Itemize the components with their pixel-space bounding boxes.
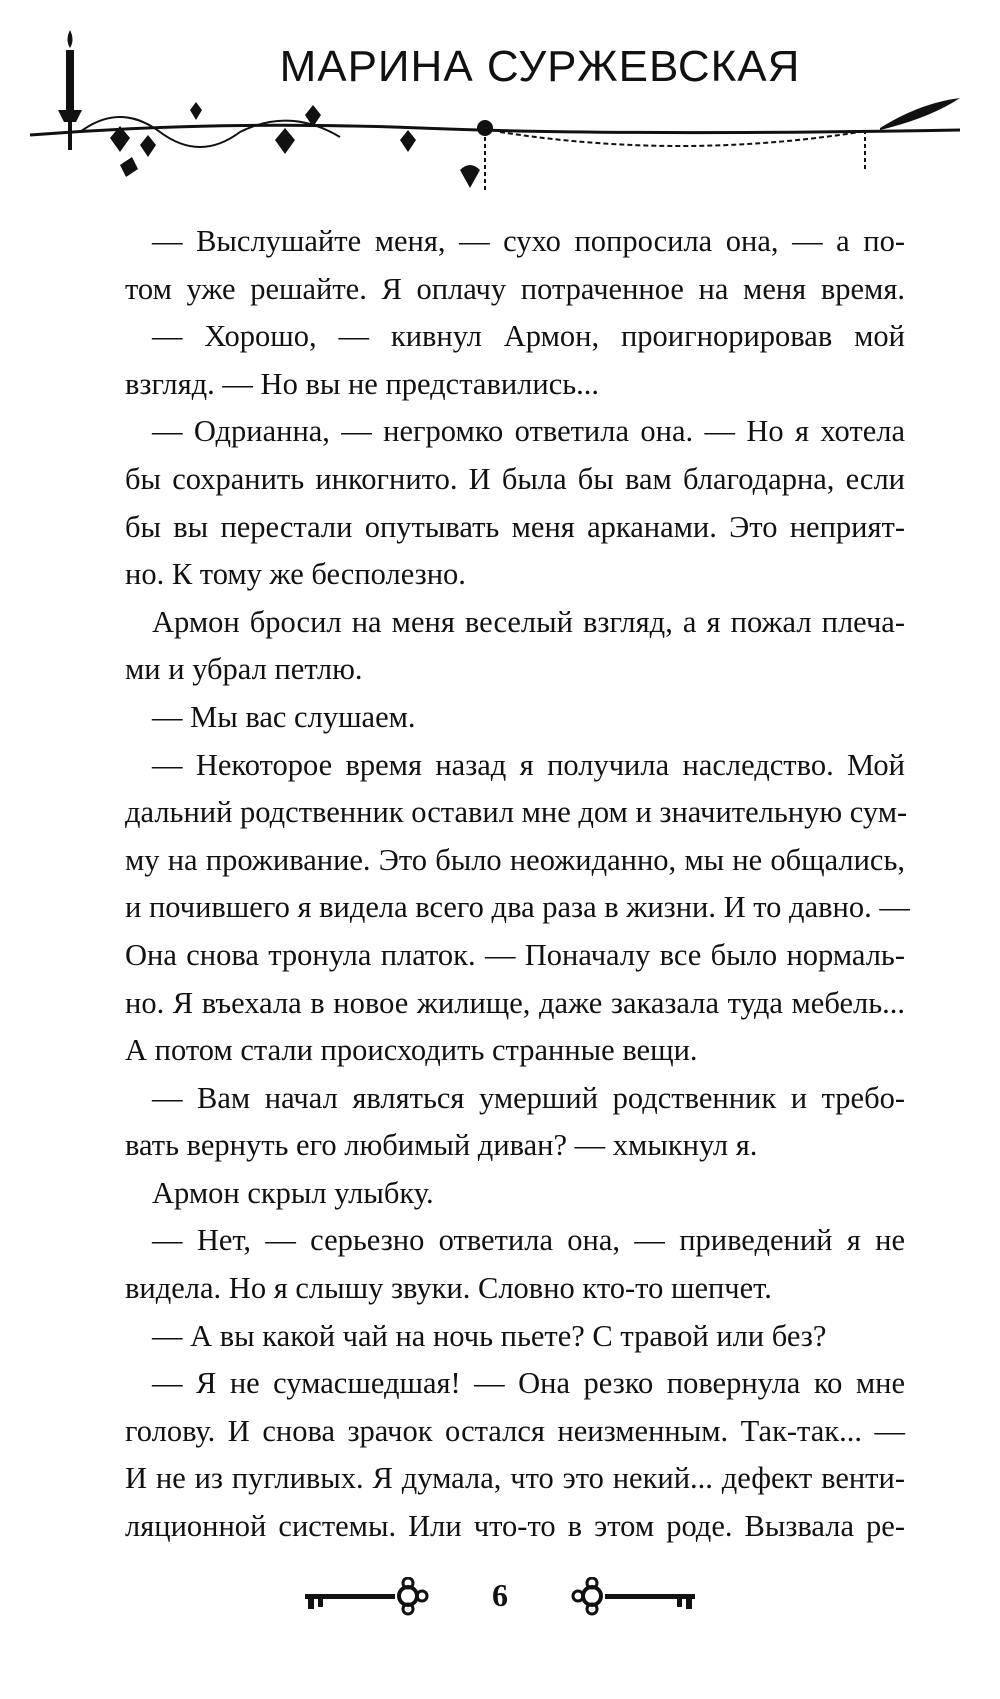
text-line: бы сохранить инкогнито. И была бы вам благодарна, если <box>125 461 905 496</box>
text-line: — Я не сумасшедшая! — Она резко повернула ко мне <box>152 1366 905 1401</box>
text-line: видела. Но я слышу звуки. Словно кто-то шепчет. <box>125 1271 772 1306</box>
text-line: И не из пугливых. Я думала, что это некий... дефект венти- <box>125 1461 905 1496</box>
text-line: Армон скрыл улыбку. <box>152 1175 434 1210</box>
text-line: ляционной системы. Или что-то в этом роде. Вызвала ре- <box>125 1509 905 1544</box>
text-line: — Нет, — серьезно ответила она, — приведений я не <box>152 1223 905 1258</box>
text-line: и почившего я видела всего два раза в жизни. И то давно. — <box>125 890 910 925</box>
text-line: — Хорошо, — кивнул Армон, проигнорировав мой <box>152 319 905 354</box>
running-header-author: МАРИНА СУРЖЕВСКАЯ <box>279 42 801 91</box>
text-line: му на проживание. Это было неожиданно, мы не общались, <box>125 842 905 877</box>
key-right-icon <box>570 1577 700 1617</box>
text-line: Она снова тронула платок. — Поначалу все было нормаль- <box>125 937 905 972</box>
page-number: 6 <box>492 1577 508 1613</box>
body-text <box>125 218 910 1551</box>
text-line: А потом стали происходить странные вещи. <box>125 1033 698 1068</box>
text-line: взгляд. — Но вы не представились... <box>125 366 600 401</box>
text-line: — Выслушайте меня, — сухо попросила она, — а по- <box>152 224 905 258</box>
key-left-icon <box>300 1577 430 1617</box>
text-line: том уже решайте. Я оплачу потраченное на меня время. <box>125 271 905 306</box>
text-line: — Одрианна, — негромко ответила она. — Но я хотела <box>152 414 905 449</box>
text-line: бы вы перестали опутывать меня арканами. Это неприят- <box>125 509 905 544</box>
text-line: — Мы вас слушаем. <box>152 699 416 734</box>
text-line: вать вернуть его любимый диван? — хмыкнул я. <box>125 1128 758 1163</box>
text-line: — Вам начал являться умерший родственник и требо- <box>152 1080 905 1115</box>
text-line: голову. И снова зрачок остался неизменным. Так-так... — <box>125 1413 905 1448</box>
text-line: дальний родственник оставил мне дом и значительную сум- <box>125 795 908 830</box>
page-footer <box>0 1565 1000 1635</box>
text-line: Армон бросил на меня веселый взгляд, а я пожал плеча- <box>152 604 905 639</box>
text-line: ми и убрал петлю. <box>125 652 363 687</box>
text-line: но. К тому же бесполезно. <box>125 557 466 592</box>
text-line: — А вы какой чай на ночь пьете? С травой или без? <box>152 1318 827 1353</box>
text-line: — Некоторое время назад я получила наследство. Мой <box>152 747 905 782</box>
text-line: но. Я въехала в новое жилище, даже заказала туда мебель... <box>125 985 905 1020</box>
